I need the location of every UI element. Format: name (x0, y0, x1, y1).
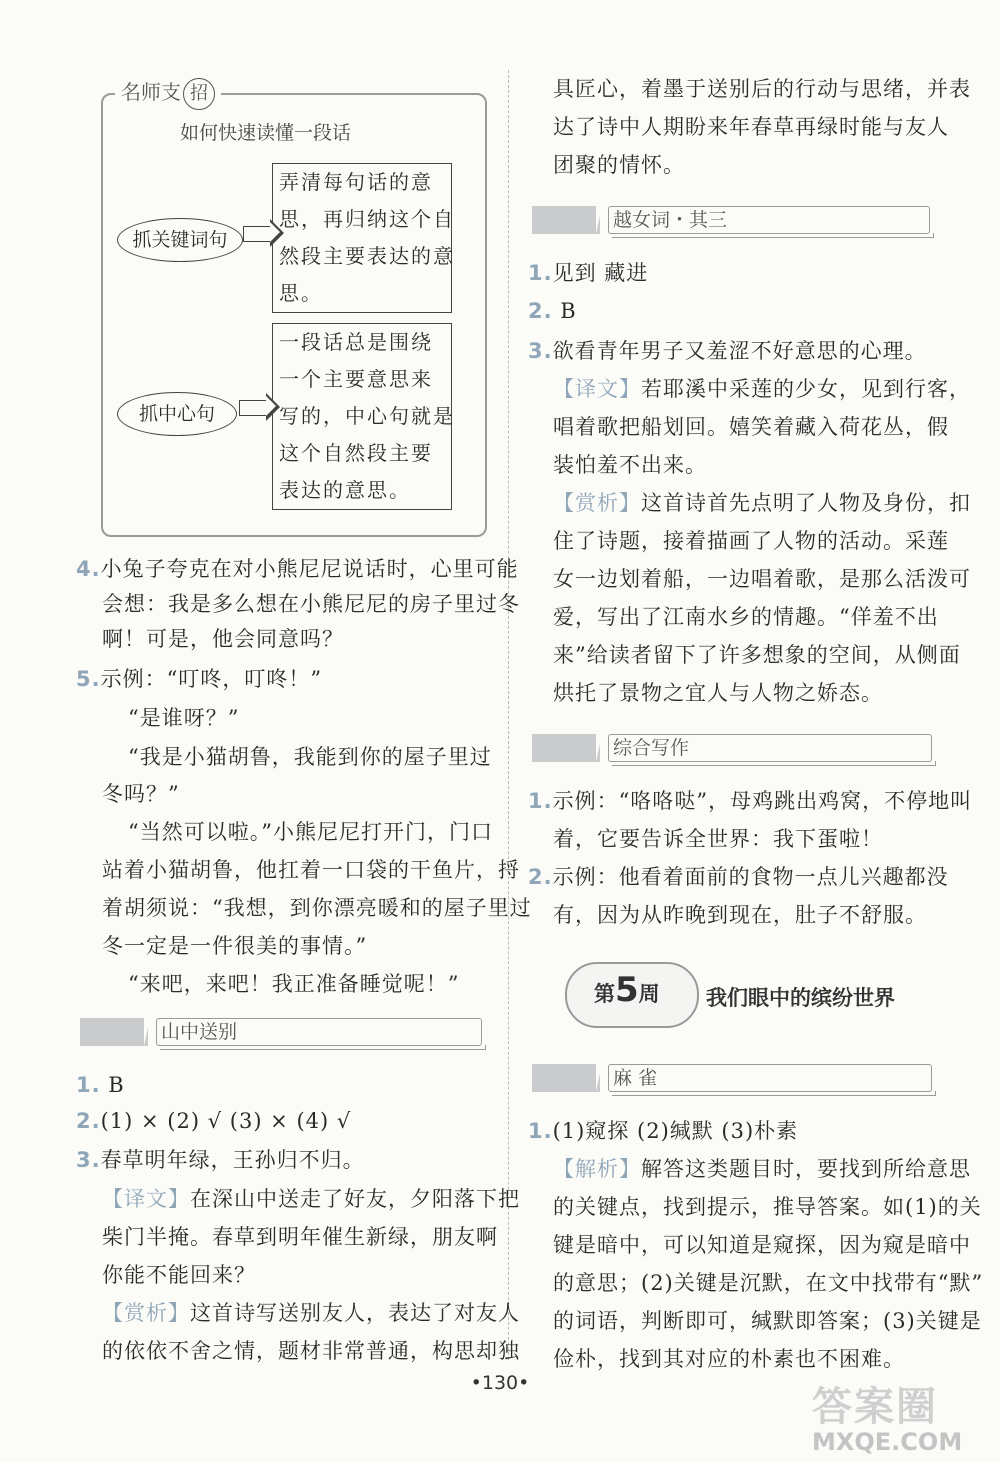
s2-shangxi: 【赏析】这首诗首先点明了人物及身份，扣 (553, 491, 971, 515)
watermark-logo: 答案圈 MXQE.COM (812, 1384, 963, 1456)
page-number: •130• (470, 1372, 530, 1394)
answer-line: “是谁呀？” (128, 706, 240, 730)
s4-answer-1: 1.(1)窥探 (2)缄默 (3)朴素 (528, 1119, 799, 1143)
answer-5: 5.示例：“叮咚，叮咚！” (76, 667, 323, 691)
answer-line: 会想：我是多么想在小熊尼尼的房子里过冬 (102, 592, 520, 616)
answer-line: 啊！可是，他会同意吗？ (102, 627, 344, 651)
section-title: 越女词・其三 (608, 206, 930, 234)
answer-line: 冬一定是一件很美的事情。” (102, 934, 368, 958)
answer-line: 住了诗题，接着描画了人物的活动。采莲 (553, 529, 949, 553)
section-header-1 (80, 1018, 478, 1048)
answer-line: 的意思；(2)关键是沉默，在文中找带有“默” (553, 1271, 984, 1295)
section-title: 麻 雀 (608, 1064, 932, 1092)
answer-line: 爱，写出了江南水乡的情趣。“佯羞不出 (553, 605, 939, 629)
answer-line: 冬吗？” (102, 782, 180, 806)
section-title: 综合写作 (608, 734, 932, 762)
answer-line: 着胡须说：“我想，到你漂亮暖和的屋子里过 (102, 896, 532, 920)
answer-line: 唱着歌把船划回。嬉笑着藏入荷花丛，假 (553, 415, 949, 439)
tip-label: 名师支 招 (115, 76, 221, 110)
section-header-4 (532, 1064, 930, 1094)
s1-answer-3: 3.春草明年绿，王孙归不归。 (76, 1148, 365, 1172)
s2-answer-1: 1.见到 藏进 (528, 261, 649, 285)
tip-text-box-1: 弄清每句话的意 思，再归纳这个自 然段主要表达的意 思。 (272, 163, 452, 313)
s1-answer-1: 1. B (76, 1073, 125, 1097)
answer-line: 装怕羞不出来。 (553, 453, 707, 477)
week-badge: 第5周 (594, 970, 660, 1010)
s1-shangxi: 【赏析】这首诗写送别友人，表达了对友人 (102, 1301, 520, 1325)
answer-line: 有，因为从昨晚到现在，肚子不舒服。 (553, 903, 927, 927)
answer-line: “当然可以啦。”小熊尼尼打开门，门口 (128, 820, 493, 844)
tip-text-box-2: 一段话总是围绕 一个主要意思来 写的，中心句就是 这个自然段主要 表达的意思。 (272, 323, 452, 510)
answer-line: 柴门半掩。春草到明年催生新绿，朋友啊 (102, 1225, 498, 1249)
answer-line: 的词语，判断即可，缄默即答案；(3)关键是 (553, 1309, 982, 1333)
answer-line: 女一边划着船，一边唱着歌，是那么活泼可 (553, 567, 971, 591)
s2-answer-2: 2. B (528, 299, 577, 323)
s1-answer-2: 2.(1) × (2) √ (3) × (4) √ (76, 1109, 352, 1133)
section-title: 山中送别 (156, 1018, 482, 1046)
answer-line: “我是小猫胡鲁，我能到你的屋子里过 (128, 745, 492, 769)
answer-line: 烘托了景物之宜人与人物之娇态。 (553, 681, 883, 705)
week-title: 我们眼中的缤纷世界 (706, 986, 895, 1010)
s2-answer-3: 3.欲看青年男子又羞涩不好意思的心理。 (528, 339, 927, 363)
column-divider (508, 70, 509, 1360)
answer-line: 你能不能回来？ (102, 1263, 256, 1287)
answer-line: 站着小猫胡鲁，他扛着一口袋的干鱼片，捋 (102, 858, 520, 882)
answer-line: 键是暗中，可以知道是窥探，因为窥是暗中 (553, 1233, 971, 1257)
answer-line: 团聚的情怀。 (553, 153, 685, 177)
answer-line: 的依依不舍之情，题材非常普通，构思却独 (102, 1339, 520, 1363)
answer-line: 俭朴，找到其对应的朴素也不困难。 (553, 1347, 905, 1371)
section-header-3 (532, 734, 930, 764)
answer-line: 的关键点，找到提示，推导答案。如(1)的关 (553, 1195, 982, 1219)
s4-jiexi: 【解析】解答这类题目时，要找到所给意思 (553, 1157, 971, 1181)
answer-line: 来”给读者留下了许多想象的空间，从侧面 (553, 643, 961, 667)
tip-key-oval-1: 抓关键词句 (117, 218, 243, 262)
arrow-icon (243, 226, 270, 242)
s1-yiwen: 【译文】在深山中送走了好友，夕阳落下把 (102, 1187, 520, 1211)
answer-line: 着，它要告诉全世界：我下蛋啦！ (553, 827, 883, 851)
s3-answer-1: 1.示例：“咯咯哒”，母鸡跳出鸡窝，不停地叫 (528, 789, 973, 813)
arrow-icon (239, 400, 266, 416)
tip-key-oval-2: 抓中心句 (117, 392, 237, 436)
tip-title: 如何快速读懂一段话 (180, 122, 352, 144)
answer-4: 4.小兔子夸克在对小熊尼尼说话时，心里可能 (76, 557, 519, 581)
s3-answer-2: 2.示例：他看着面前的食物一点儿兴趣都没 (528, 865, 949, 889)
answer-line: 达了诗中人期盼来年春草再绿时能与友人 (553, 115, 949, 139)
answer-line: “来吧，来吧！我正准备睡觉呢！” (128, 972, 460, 996)
section-header-2 (532, 206, 930, 236)
tip-badge: 招 (183, 78, 215, 110)
answer-line: 具匠心，着墨于送别后的行动与思绪，并表 (553, 77, 971, 101)
s2-yiwen: 【译文】若耶溪中采莲的少女，见到行客， (553, 377, 971, 401)
